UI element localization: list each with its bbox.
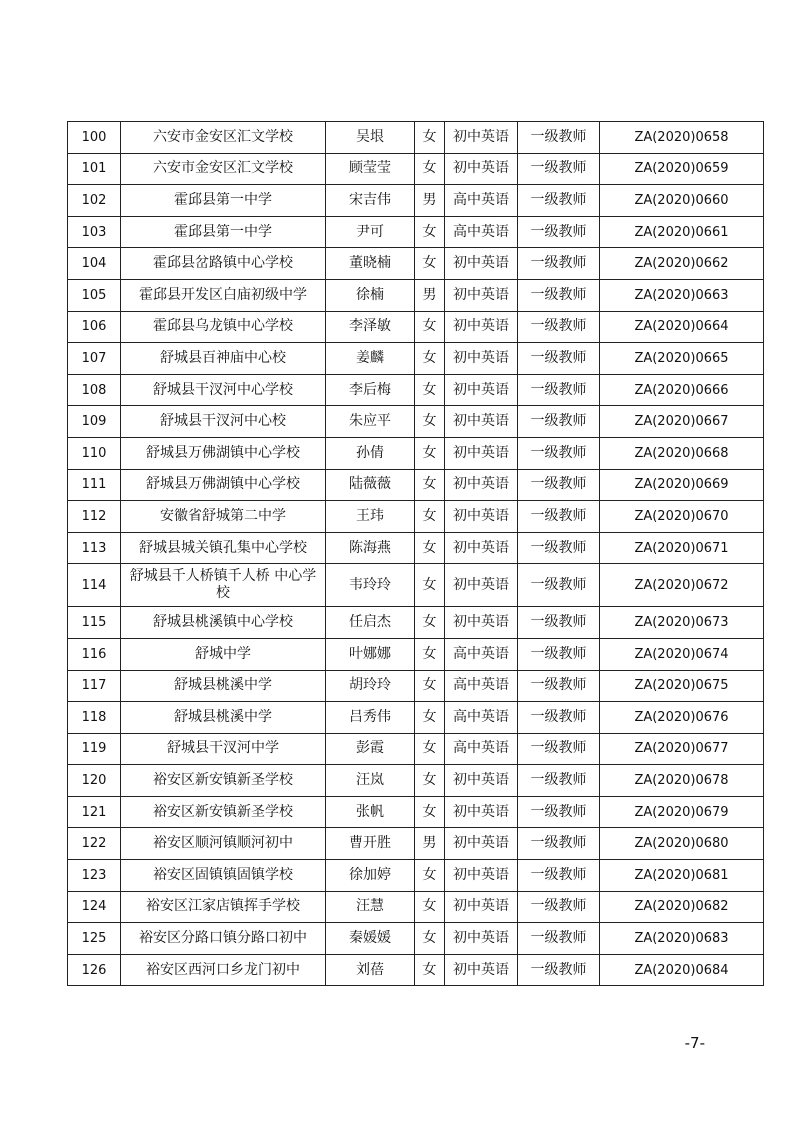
certificate-code-cell: ZA(2020)0675 [600,670,764,702]
subject-cell: 高中英语 [445,216,518,248]
serial-number-cell: 105 [68,279,121,311]
certificate-code-cell: ZA(2020)0679 [600,796,764,828]
school-cell: 六安市金安区汇文学校 [121,122,326,154]
certificate-code-cell: ZA(2020)0676 [600,702,764,734]
title-level-cell: 一级教师 [518,765,600,797]
subject-cell: 初中英语 [445,891,518,923]
certificate-code-cell: ZA(2020)0669 [600,469,764,501]
table-row [68,702,764,734]
title-level-cell: 一级教师 [518,216,600,248]
subject-cell: 初中英语 [445,279,518,311]
table-row [68,891,764,923]
subject-cell: 初中英语 [445,501,518,533]
gender-cell: 女 [415,343,445,375]
subject-cell: 初中英语 [445,860,518,892]
serial-number-cell: 106 [68,311,121,343]
certificate-code-cell: ZA(2020)0665 [600,343,764,375]
subject-cell: 初中英语 [445,923,518,955]
serial-number-cell: 111 [68,469,121,501]
school-cell: 舒城县桃溪中学 [121,670,326,702]
gender-cell: 女 [415,733,445,765]
school-cell: 舒城县百神庙中心校 [121,343,326,375]
certificate-code-cell: ZA(2020)0663 [600,279,764,311]
serial-number-cell: 121 [68,796,121,828]
table-body [68,122,764,986]
serial-number-cell: 107 [68,343,121,375]
certificate-code-cell: ZA(2020)0658 [600,122,764,154]
serial-number-cell: 101 [68,153,121,185]
table-row [68,311,764,343]
serial-number-cell: 100 [68,122,121,154]
teacher-list-table [67,121,764,986]
serial-number-cell: 116 [68,638,121,670]
subject-cell: 初中英语 [445,564,518,607]
table-row [68,638,764,670]
school-cell: 裕安区江家店镇挥手学校 [121,891,326,923]
school-cell: 舒城县桃溪中学 [121,702,326,734]
teacher-name-cell: 胡玲玲 [326,670,415,702]
table-row [68,765,764,797]
table-row [68,501,764,533]
title-level-cell: 一级教师 [518,279,600,311]
teacher-name-cell: 李后梅 [326,374,415,406]
subject-cell: 初中英语 [445,406,518,438]
school-cell: 裕安区新安镇新圣学校 [121,796,326,828]
subject-cell: 初中英语 [445,311,518,343]
certificate-code-cell: ZA(2020)0677 [600,733,764,765]
school-cell: 舒城中学 [121,638,326,670]
table-row [68,437,764,469]
school-cell: 舒城县干汊河中心学校 [121,374,326,406]
teacher-name-cell: 曹开胜 [326,828,415,860]
table-row [68,532,764,564]
gender-cell: 女 [415,860,445,892]
certificate-code-cell: ZA(2020)0684 [600,954,764,986]
certificate-code-cell: ZA(2020)0681 [600,860,764,892]
table-row [68,607,764,639]
title-level-cell: 一级教师 [518,670,600,702]
school-cell: 霍邱县岔路镇中心学校 [121,248,326,280]
gender-cell: 女 [415,469,445,501]
title-level-cell: 一级教师 [518,122,600,154]
title-level-cell: 一级教师 [518,406,600,438]
teacher-name-cell: 张帆 [326,796,415,828]
title-level-cell: 一级教师 [518,185,600,217]
gender-cell: 女 [415,248,445,280]
teacher-name-cell: 顾莹莹 [326,153,415,185]
table-row [68,733,764,765]
gender-cell: 女 [415,501,445,533]
table-row [68,185,764,217]
teacher-name-cell: 陆薇薇 [326,469,415,501]
school-cell: 裕安区顺河镇顺河初中 [121,828,326,860]
serial-number-cell: 114 [68,564,121,607]
gender-cell: 女 [415,702,445,734]
table-row [68,343,764,375]
title-level-cell: 一级教师 [518,248,600,280]
title-level-cell: 一级教师 [518,153,600,185]
subject-cell: 初中英语 [445,607,518,639]
teacher-name-cell: 陈海燕 [326,532,415,564]
certificate-code-cell: ZA(2020)0660 [600,185,764,217]
teacher-name-cell: 汪岚 [326,765,415,797]
school-cell: 霍邱县开发区白庙初级中学 [121,279,326,311]
gender-cell: 女 [415,670,445,702]
teacher-name-cell: 朱应平 [326,406,415,438]
gender-cell: 女 [415,374,445,406]
table-row [68,796,764,828]
school-cell: 舒城县干汊河中心校 [121,406,326,438]
certificate-code-cell: ZA(2020)0670 [600,501,764,533]
school-cell: 舒城县城关镇孔集中心学校 [121,532,326,564]
table-row [68,122,764,154]
certificate-code-cell: ZA(2020)0668 [600,437,764,469]
serial-number-cell: 109 [68,406,121,438]
serial-number-cell: 120 [68,765,121,797]
subject-cell: 初中英语 [445,828,518,860]
gender-cell: 女 [415,532,445,564]
title-level-cell: 一级教师 [518,828,600,860]
gender-cell: 女 [415,923,445,955]
table-row [68,828,764,860]
gender-cell: 女 [415,153,445,185]
gender-cell: 男 [415,828,445,860]
subject-cell: 初中英语 [445,122,518,154]
subject-cell: 初中英语 [445,796,518,828]
certificate-code-cell: ZA(2020)0672 [600,564,764,607]
title-level-cell: 一级教师 [518,733,600,765]
school-cell: 舒城县干汊河中学 [121,733,326,765]
school-cell: 舒城县桃溪镇中心学校 [121,607,326,639]
title-level-cell: 一级教师 [518,702,600,734]
certificate-code-cell: ZA(2020)0678 [600,765,764,797]
title-level-cell: 一级教师 [518,923,600,955]
subject-cell: 初中英语 [445,374,518,406]
serial-number-cell: 126 [68,954,121,986]
teacher-name-cell: 姜麟 [326,343,415,375]
table-row [68,216,764,248]
gender-cell: 女 [415,638,445,670]
gender-cell: 女 [415,796,445,828]
serial-number-cell: 104 [68,248,121,280]
subject-cell: 初中英语 [445,153,518,185]
title-level-cell: 一级教师 [518,532,600,564]
subject-cell: 高中英语 [445,733,518,765]
teacher-name-cell: 宋吉伟 [326,185,415,217]
gender-cell: 男 [415,185,445,217]
certificate-code-cell: ZA(2020)0674 [600,638,764,670]
gender-cell: 男 [415,279,445,311]
title-level-cell: 一级教师 [518,501,600,533]
table-row [68,860,764,892]
teacher-name-cell: 徐加婷 [326,860,415,892]
teacher-name-cell: 韦玲玲 [326,564,415,607]
certificate-code-cell: ZA(2020)0667 [600,406,764,438]
table-row [68,248,764,280]
certificate-code-cell: ZA(2020)0682 [600,891,764,923]
subject-cell: 初中英语 [445,437,518,469]
certificate-code-cell: ZA(2020)0671 [600,532,764,564]
title-level-cell: 一级教师 [518,437,600,469]
subject-cell: 高中英语 [445,702,518,734]
school-cell: 霍邱县第一中学 [121,185,326,217]
school-cell: 霍邱县第一中学 [121,216,326,248]
title-level-cell: 一级教师 [518,954,600,986]
teacher-name-cell: 董晓楠 [326,248,415,280]
teacher-name-cell: 刘蓓 [326,954,415,986]
serial-number-cell: 103 [68,216,121,248]
table-row [68,279,764,311]
teacher-name-cell: 彭霞 [326,733,415,765]
teacher-name-cell: 叶娜娜 [326,638,415,670]
table-row [68,923,764,955]
school-cell: 舒城县千人桥镇千人桥 中心学校 [121,564,326,607]
school-cell: 舒城县万佛湖镇中心学校 [121,437,326,469]
gender-cell: 女 [415,954,445,986]
serial-number-cell: 115 [68,607,121,639]
serial-number-cell: 122 [68,828,121,860]
table-row [68,406,764,438]
serial-number-cell: 110 [68,437,121,469]
school-cell: 裕安区固镇镇固镇学校 [121,860,326,892]
teacher-name-cell: 尹可 [326,216,415,248]
school-cell: 安徽省舒城第二中学 [121,501,326,533]
serial-number-cell: 124 [68,891,121,923]
subject-cell: 初中英语 [445,532,518,564]
gender-cell: 女 [415,564,445,607]
title-level-cell: 一级教师 [518,891,600,923]
gender-cell: 女 [415,891,445,923]
teacher-name-cell: 任启杰 [326,607,415,639]
teacher-name-cell: 吕秀伟 [326,702,415,734]
serial-number-cell: 112 [68,501,121,533]
table-row [68,564,764,607]
serial-number-cell: 123 [68,860,121,892]
teacher-name-cell: 孙倩 [326,437,415,469]
table-row [68,954,764,986]
school-cell: 舒城县万佛湖镇中心学校 [121,469,326,501]
table-row [68,153,764,185]
table-row [68,469,764,501]
gender-cell: 女 [415,216,445,248]
certificate-code-cell: ZA(2020)0661 [600,216,764,248]
table-row [68,374,764,406]
certificate-code-cell: ZA(2020)0659 [600,153,764,185]
serial-number-cell: 108 [68,374,121,406]
title-level-cell: 一级教师 [518,638,600,670]
serial-number-cell: 102 [68,185,121,217]
teacher-name-cell: 秦媛媛 [326,923,415,955]
gender-cell: 女 [415,437,445,469]
subject-cell: 初中英语 [445,248,518,280]
title-level-cell: 一级教师 [518,469,600,501]
school-cell: 霍邱县乌龙镇中心学校 [121,311,326,343]
serial-number-cell: 117 [68,670,121,702]
title-level-cell: 一级教师 [518,564,600,607]
school-cell: 裕安区西河口乡龙门初中 [121,954,326,986]
gender-cell: 女 [415,607,445,639]
subject-cell: 初中英语 [445,954,518,986]
certificate-code-cell: ZA(2020)0683 [600,923,764,955]
serial-number-cell: 113 [68,532,121,564]
gender-cell: 女 [415,765,445,797]
gender-cell: 女 [415,122,445,154]
gender-cell: 女 [415,311,445,343]
subject-cell: 高中英语 [445,185,518,217]
teacher-name-cell: 王玮 [326,501,415,533]
teacher-name-cell: 李泽敏 [326,311,415,343]
certificate-code-cell: ZA(2020)0680 [600,828,764,860]
subject-cell: 初中英语 [445,765,518,797]
title-level-cell: 一级教师 [518,374,600,406]
serial-number-cell: 119 [68,733,121,765]
title-level-cell: 一级教师 [518,343,600,375]
page-number: -7- [684,1034,705,1052]
certificate-code-cell: ZA(2020)0664 [600,311,764,343]
subject-cell: 高中英语 [445,638,518,670]
certificate-code-cell: ZA(2020)0673 [600,607,764,639]
school-cell: 裕安区新安镇新圣学校 [121,765,326,797]
gender-cell: 女 [415,406,445,438]
teacher-name-cell: 徐楠 [326,279,415,311]
school-cell: 六安市金安区汇文学校 [121,153,326,185]
subject-cell: 高中英语 [445,670,518,702]
subject-cell: 初中英语 [445,343,518,375]
serial-number-cell: 118 [68,702,121,734]
title-level-cell: 一级教师 [518,607,600,639]
title-level-cell: 一级教师 [518,796,600,828]
title-level-cell: 一级教师 [518,311,600,343]
teacher-name-cell: 汪慧 [326,891,415,923]
school-cell: 裕安区分路口镇分路口初中 [121,923,326,955]
certificate-code-cell: ZA(2020)0666 [600,374,764,406]
subject-cell: 初中英语 [445,469,518,501]
certificate-code-cell: ZA(2020)0662 [600,248,764,280]
table-row [68,670,764,702]
serial-number-cell: 125 [68,923,121,955]
teacher-name-cell: 吴垠 [326,122,415,154]
title-level-cell: 一级教师 [518,860,600,892]
